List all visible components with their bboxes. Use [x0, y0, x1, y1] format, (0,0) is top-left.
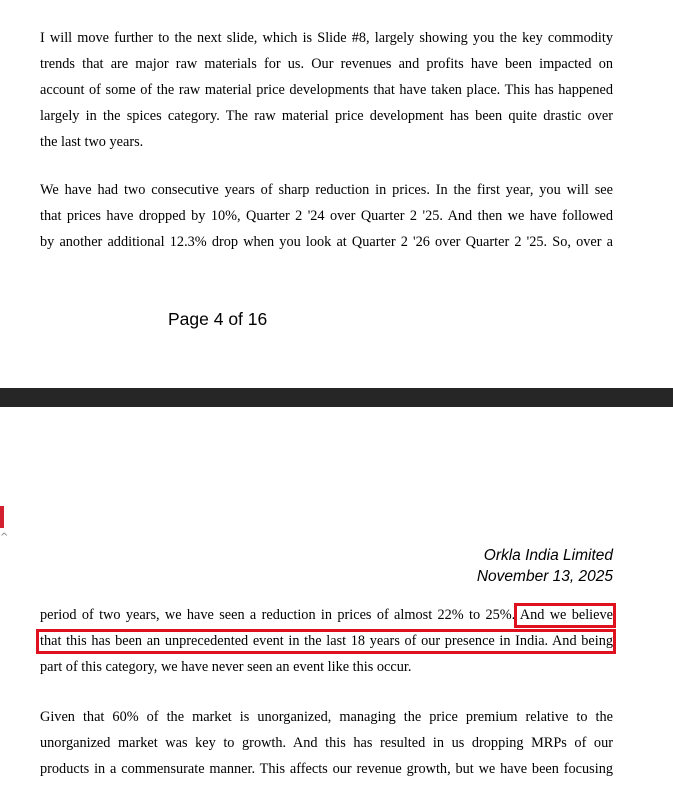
text-line: part of this category, we have never seen an event like this occur. — [40, 659, 412, 675]
paragraph-price-reduction — [40, 177, 613, 255]
text-line: Given that 60% of the market is unorganized, managing the price premium relative to the — [40, 709, 613, 725]
text-line: period of two years, we have seen a reduction in prices of almost 22% to 25%. And we believe — [40, 607, 613, 623]
call-date: November 13, 2025 — [476, 568, 613, 585]
text-line: by another additional 12.3% drop when you look at Quarter 2 '26 over Quarter 2 '25. So, over a — [40, 234, 613, 250]
page-5 — [0, 407, 673, 785]
text-line: largely in the spices category. The raw material price development has been quite drastic over — [40, 108, 613, 124]
text-line: the last two years. — [40, 134, 144, 150]
page-number-footer: Page 4 of 16 — [168, 309, 268, 329]
page-separator — [0, 388, 673, 407]
paragraph-slide-8 — [40, 25, 613, 155]
text-line: We have had two consecutive years of sharp reduction in prices. In the first year, you will see — [40, 182, 613, 198]
text-line: that this has been an unprecedented event in the last 18 years of our presence in India. And being — [40, 633, 613, 649]
page-4 — [0, 0, 673, 388]
text-line: products in a commensurate manner. This affects our revenue growth, but we have been focusing — [40, 761, 613, 777]
text-line: trends that are major raw materials for us. Our revenues and profits have been impacted on — [40, 56, 613, 72]
text-line: that prices have dropped by 10%, Quarter 2 '24 over Quarter 2 '25. And then we have followed — [40, 208, 613, 224]
text-line: account of some of the raw material price developments that have taken place. This has happened — [40, 82, 613, 98]
paragraph-unorganized-market — [40, 704, 613, 782]
caret-icon: ^ — [0, 532, 9, 543]
page-header — [477, 545, 613, 587]
text-line: unorganized market was key to growth. And this has resulted in us dropping MRPs of our — [40, 735, 613, 751]
company-name: Orkla India Limited — [483, 547, 613, 564]
text-line: I will move further to the next slide, which is Slide #8, largely showing you the key commodity — [40, 30, 613, 46]
paragraph-unprecedented-event — [40, 602, 613, 680]
annotation-marker[interactable] — [0, 506, 4, 528]
